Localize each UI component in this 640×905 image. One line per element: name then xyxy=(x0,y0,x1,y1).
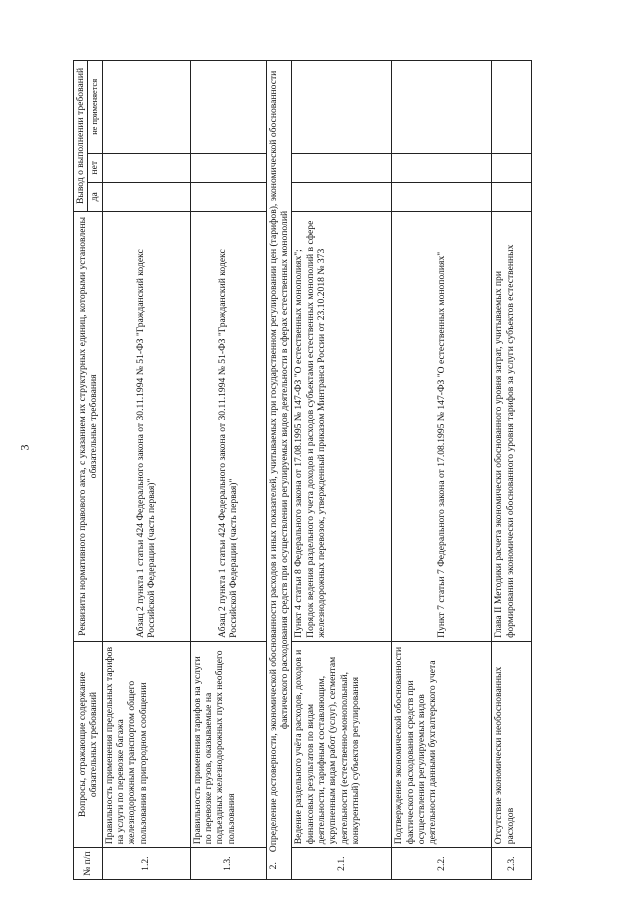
cell-no[interactable] xyxy=(492,153,532,182)
row-num: 1.2. xyxy=(102,848,190,880)
cell-na[interactable] xyxy=(392,61,492,154)
cell-no[interactable] xyxy=(102,153,190,182)
header-no: нет xyxy=(88,153,102,182)
row-num: 1.3. xyxy=(190,848,266,880)
cell-yes[interactable] xyxy=(292,182,392,211)
table-row xyxy=(292,61,392,880)
cell-na[interactable] xyxy=(190,61,266,154)
row-question: Правильность применения тарифов на услуги по перевозке грузов, оказываемые на подъездных железнодорожных путях необщего пользования xyxy=(190,641,266,847)
requisites-line: Порядок ведения раздельного учета доходов и расходов субъектами естественных монополий в сфере железнодорожных перевозок, утвержденный приказом Минтранса России от 23.10.2018 № 373 xyxy=(304,220,327,638)
header-requisites: Реквизиты нормативного правового акта, с указанием их структурных единиц, которыми установлены обязательные требования xyxy=(74,211,103,641)
cell-no[interactable] xyxy=(190,153,266,182)
cell-no[interactable] xyxy=(392,153,492,182)
requisites-line: Пункт 4 статьи 8 Федерального закона от 17.08.1995 № 147-ФЗ "О естественных монополиях"; xyxy=(293,249,305,638)
header-na: не применяется xyxy=(88,61,102,154)
header-conclusion: Вывод о выполнении требований xyxy=(74,61,88,212)
cell-yes[interactable] xyxy=(190,182,266,211)
section-title xyxy=(266,61,292,880)
cell-yes[interactable] xyxy=(102,182,190,211)
section-num: 2. xyxy=(267,862,279,870)
row-question: Отсутствие экономически необоснованных расходов xyxy=(492,641,532,847)
row-num: 2.3. xyxy=(492,848,532,880)
header-row xyxy=(74,61,88,880)
row-requisites: Глава II Методики расчета экономически обоснованного уровня затрат, учитываемых при формировании экономически обоснованного уровня тарифов за услуги субъектов естественных xyxy=(492,211,532,641)
header-num: № п/п xyxy=(74,848,103,880)
cell-yes[interactable] xyxy=(392,182,492,211)
row-requisites: Абзац 2 пункта 1 статьи 424 Федерального закона от 30.11.1994 № 51-ФЗ "Гражданский кодекс Российской Федерации (часть первая)" xyxy=(190,211,266,641)
row-question: Подтверждение экономической обоснованности фактического расходования средств при осуществлении регулируемых видов деятельности данными бухгалтерского учета xyxy=(392,641,492,847)
section-row xyxy=(266,61,292,880)
cell-no[interactable] xyxy=(292,153,392,182)
row-num: 2.2. xyxy=(392,848,492,880)
cell-na[interactable] xyxy=(292,61,392,154)
row-requisites: Абзац 2 пункта 1 статьи 424 Федерального закона от 30.11.1994 № 51-ФЗ "Гражданский кодекс Российской Федерации (часть первая)" xyxy=(102,211,190,641)
row-requisites xyxy=(292,211,392,641)
rotated-table-sheet xyxy=(73,60,553,880)
table-row xyxy=(492,61,532,880)
section-text: Определение достоверности, экономической обоснованности расходов и иных показателей, учитываемых при государственном регулировании цен (тарифов), экономической обоснованности фактического расходования средств при осуществлении регулируемых видов деятельности в сферах естественных монополий xyxy=(267,70,290,853)
table-row xyxy=(392,61,492,880)
cell-yes[interactable] xyxy=(492,182,532,211)
row-question: Ведение раздельного учёта расходов, доходов и финансовых результатов по видам деятельности, тарифным составляющим, укрупненным видам работ (услуг), сегментам деятельности (естественно-монопольный, конкурентный) субъектов регулирования xyxy=(292,641,392,847)
row-num: 2.1. xyxy=(292,848,392,880)
table-row xyxy=(102,61,190,880)
row-question: Правильность применения предельных тарифов на услуги по перевозке багажа железнодорожным транспортом общего пользования в пригородном сообщении xyxy=(102,641,190,847)
requirements-table xyxy=(73,60,532,880)
table-row xyxy=(190,61,266,880)
header-question: Вопросы, отражающие содержание обязательных требований xyxy=(74,641,103,847)
cell-na[interactable] xyxy=(492,61,532,154)
page-number: 3 xyxy=(17,444,32,451)
cell-na[interactable] xyxy=(102,61,190,154)
header-yes: да xyxy=(88,182,102,211)
row-requisites: Пункт 7 статьи 7 Федерального закона от 17.08.1995 № 147-ФЗ "О естественных монополиях" xyxy=(392,211,492,641)
